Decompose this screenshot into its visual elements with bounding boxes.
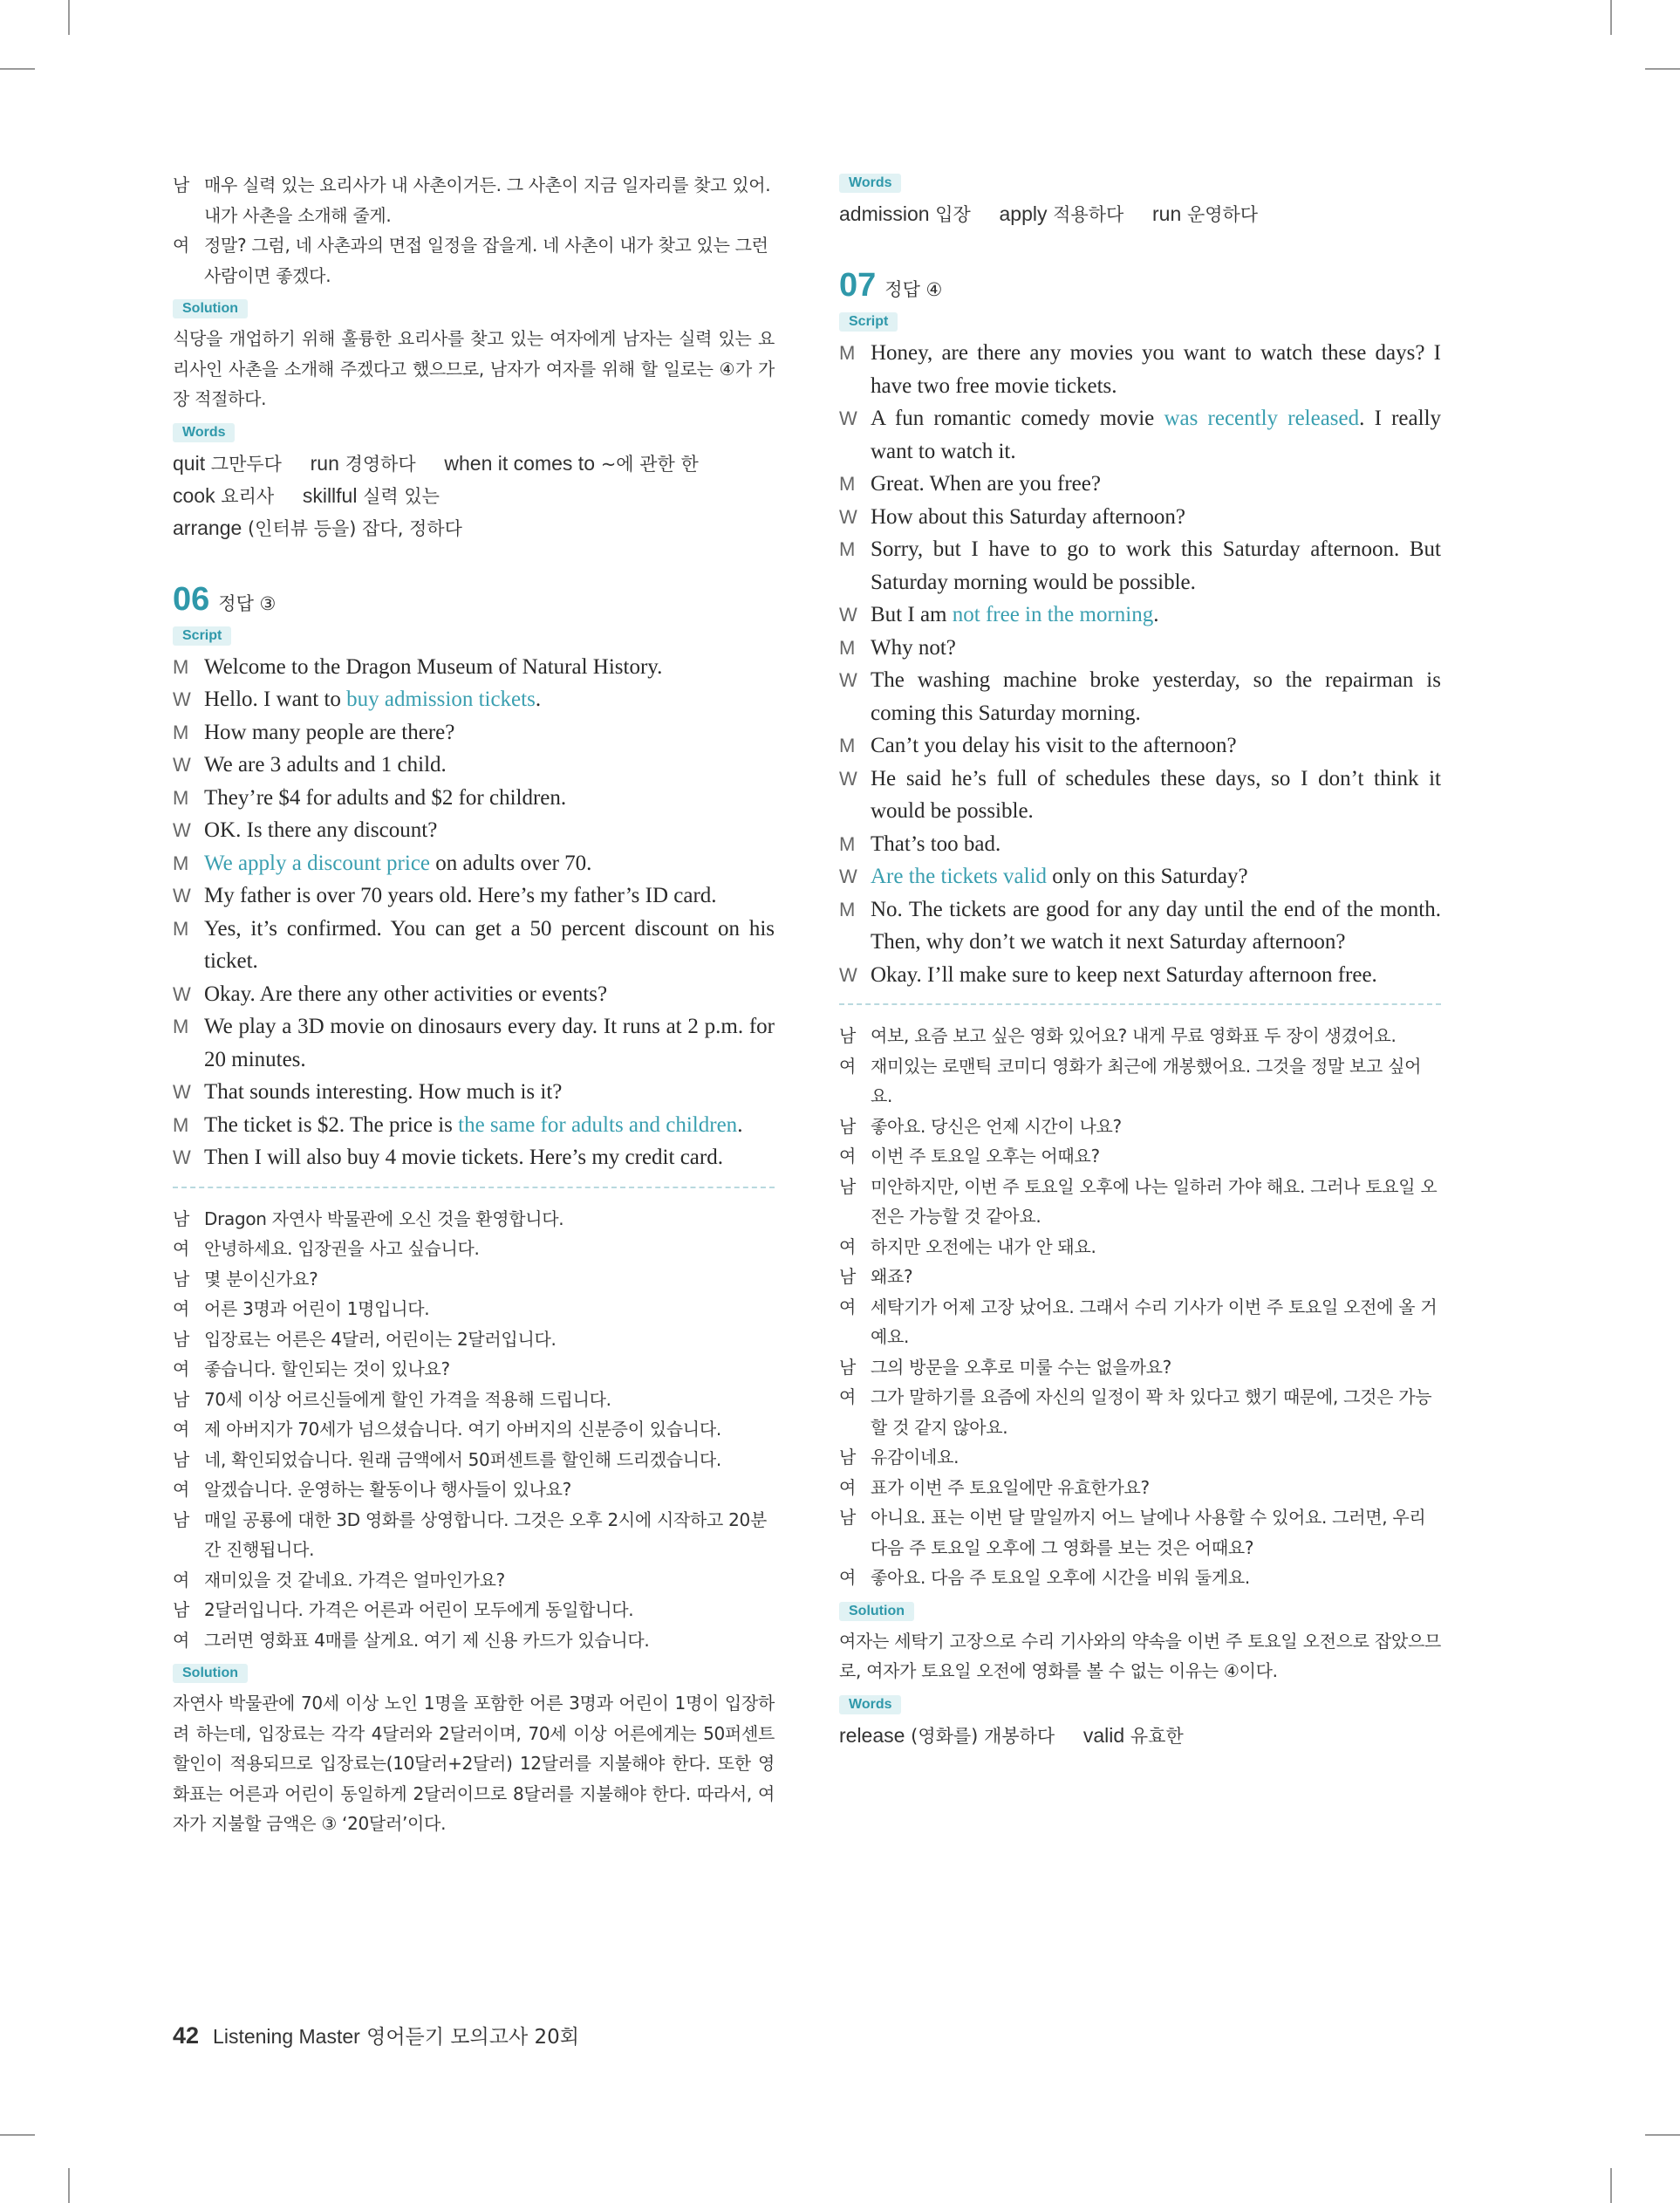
script-text (204, 753, 447, 777)
script-line (839, 501, 1441, 534)
crop-mark (1610, 2168, 1612, 2203)
translation-line (173, 1264, 775, 1295)
script-segment: on adults over 70. (430, 851, 592, 875)
script-text (871, 603, 1159, 626)
script-segment: Sorry, but I have to go to work this Saturday afternoon. But Saturday morning would be possible. (871, 537, 1441, 594)
translation-text: 여보, 요즘 보고 싶은 영화 있어요? 내게 무료 영화표 두 장이 생겼어요. (871, 1025, 1397, 1046)
words-badge: Words (839, 174, 901, 193)
script-segment: . (535, 688, 542, 711)
vocab-item (444, 451, 699, 475)
translation-line (173, 1204, 775, 1235)
script-line (839, 763, 1441, 828)
crop-mark (68, 2168, 70, 2203)
translation-text: 제 아버지가 70세가 넘으셨습니다. 여기 아버지의 신분증이 있습니다. (204, 1419, 721, 1440)
translation-text: 아니요. 표는 이번 달 말일까지 어느 날에나 사용할 수 있어요. 그러면, 우리 다음 주 토요일 오후에 그 영화를 보는 것은 어때요? (871, 1507, 1426, 1558)
words-badge: Words (839, 1695, 901, 1714)
translation-text: 매일 공룡에 대한 3D 영화를 상영합니다. 그것은 오후 2시에 시작하고 20분간 진행됩니다. (204, 1509, 767, 1560)
translation-text: 그의 방문을 오후로 미룰 수는 없을까요? (871, 1356, 1171, 1378)
speaker-label: 여 (839, 1476, 857, 1498)
translation-line (173, 1565, 775, 1596)
vocab-korean: 운영하다 (1186, 204, 1259, 225)
translation-line (839, 1021, 1441, 1051)
script-line (173, 879, 775, 913)
script-text (204, 1113, 742, 1137)
script-text (204, 1146, 723, 1169)
script-text (871, 767, 1441, 824)
translation-text: 그가 말하기를 요즘에 자신의 일정이 꽉 차 있다고 했기 때문에, 그것은 가능할 것 같지 않아요. (871, 1386, 1432, 1438)
script-line (173, 749, 775, 782)
translation-text: 70세 이상 어르신들에게 할인 가격을 적용해 드립니다. (204, 1388, 611, 1410)
speaker-label: W (173, 885, 191, 907)
translation-line (839, 1172, 1441, 1232)
speaker-label: 여 (173, 1358, 190, 1379)
translation-text: 미안하지만, 이번 주 토요일 오후에 나는 일하러 가야 해요. 그러나 토요일 오전은 가능할 것 같아요. (871, 1175, 1438, 1227)
script-line (839, 828, 1441, 861)
speaker-label: W (839, 767, 857, 790)
script-line (839, 893, 1441, 959)
translation-line (173, 1505, 775, 1565)
translation-text: 재미있을 것 같네요. 가격은 얼마인가요? (204, 1569, 505, 1591)
vocab-item (173, 518, 462, 539)
speaker-label: M (839, 898, 856, 920)
speaker-label: W (839, 865, 857, 887)
script-line (173, 978, 775, 1011)
crop-mark (1645, 2134, 1680, 2136)
speaker-label: M (173, 1113, 189, 1136)
translation-text: 어른 3명과 어린이 1명입니다. (204, 1298, 430, 1319)
key-phrase: buy admission tickets (346, 688, 536, 711)
translation-text: 왜죠? (871, 1266, 913, 1287)
speaker-label: 남 (839, 1507, 857, 1528)
script-text (204, 688, 541, 711)
script-segment: Hello. I want to (204, 688, 347, 711)
speaker-label: M (839, 735, 856, 756)
speaker-label: W (173, 819, 191, 841)
translation-text: 좋습니다. 할인되는 것이 있나요? (204, 1358, 450, 1379)
speaker-label: M (173, 917, 189, 940)
script-text (871, 668, 1441, 725)
vocab-english: skillful (302, 483, 358, 507)
translation-line (173, 1414, 775, 1445)
script-text (204, 818, 437, 842)
translation-line (839, 1442, 1441, 1473)
translation-line (839, 1502, 1441, 1563)
translation-line (839, 1292, 1441, 1352)
script-segment: My father is over 70 years old. Here’s my father’s ID card. (204, 884, 717, 907)
script-line (173, 1076, 775, 1109)
solution-badge: Solution (839, 1602, 914, 1621)
speaker-label: 남 (839, 1266, 857, 1287)
speaker-label: M (173, 655, 189, 678)
script-segment: . (737, 1112, 743, 1137)
speaker-label: M (839, 538, 856, 560)
speaker-label: M (839, 832, 856, 855)
vocab-korean: (인터뷰 등을) 잡다, 정하다 (247, 517, 462, 539)
script-line (173, 683, 775, 716)
translation-line (839, 1262, 1441, 1292)
question-number: 07 (839, 267, 877, 304)
speaker-label: 여 (839, 1055, 857, 1077)
speaker-label: M (839, 342, 856, 364)
script-line (839, 337, 1441, 402)
key-phrase: Are the tickets valid (871, 865, 1048, 888)
speaker-label: W (173, 982, 191, 1005)
speaker-label: M (839, 473, 856, 495)
solution-badge: Solution (173, 299, 248, 318)
q07-header (839, 267, 1441, 312)
crop-mark (1645, 68, 1680, 70)
script-text (871, 898, 1441, 954)
vocab-english: quit (173, 451, 206, 475)
translation-text: 2달러입니다. 가격은 어른과 어린이 모두에게 동일합니다. (204, 1599, 634, 1620)
vocab-english: run (310, 451, 339, 475)
translation-text: 입장료는 어른은 4달러, 어린이는 2달러입니다. (204, 1328, 557, 1350)
speaker-label: 남 (839, 1025, 857, 1046)
script-text (204, 1080, 562, 1104)
translation-line (173, 1234, 775, 1264)
crop-mark (68, 0, 70, 35)
crop-mark (0, 2134, 35, 2136)
script-text (204, 852, 591, 875)
vocab-item (839, 204, 971, 225)
translation-text: Dragon 자연사 박물관에 오신 것을 환영합니다. (204, 1208, 564, 1229)
speaker-label: W (839, 669, 857, 691)
script-line (173, 651, 775, 684)
speaker-label: 여 (839, 1386, 857, 1407)
translation-text: 매우 실력 있는 요리사가 내 사촌이거든. 그 사촌이 지금 일자리를 찾고 있어. 내가 사촌을 소개해 줄게. (204, 174, 771, 226)
script-line (839, 468, 1441, 501)
speaker-label: M (173, 721, 189, 743)
script-segment: How about this Saturday afternoon? (871, 504, 1186, 529)
speaker-label: 여 (173, 235, 190, 256)
vocab-item (1082, 1723, 1184, 1747)
translation-text: 그러면 영화표 4매를 살게요. 여기 제 신용 카드가 있습니다. (204, 1629, 650, 1651)
translation-line (839, 1563, 1441, 1593)
translation-text: 이번 주 토요일 오후는 어때요? (871, 1146, 1100, 1166)
script-line (173, 1010, 775, 1076)
vocab-english: admission (839, 202, 930, 225)
script-text (871, 865, 1248, 888)
book-subtitle: 영어듣기 모의고사 20회 (366, 2026, 579, 2049)
script-segment: That sounds interesting. How much is it? (204, 1080, 563, 1104)
speaker-label: M (173, 1016, 189, 1037)
vocab-korean: 실력 있는 (363, 485, 440, 507)
question-number: 06 (173, 580, 210, 618)
speaker-label: 남 (173, 1388, 190, 1410)
script-text (204, 786, 566, 810)
script-line (173, 1109, 775, 1142)
crop-mark (0, 68, 35, 70)
script-line (839, 959, 1441, 992)
vocab-item (1000, 204, 1124, 225)
script-text (871, 963, 1377, 987)
q05-translation (173, 170, 775, 291)
key-phrase: not free in the morning (952, 603, 1154, 626)
script-segment: . (1153, 603, 1159, 626)
vocab-item (173, 483, 275, 507)
crop-mark (1610, 0, 1612, 35)
q05-words (173, 448, 775, 544)
vocab-english: when it comes to (444, 451, 595, 475)
q07-words (839, 1720, 1441, 1752)
speaker-label: W (173, 754, 191, 776)
script-segment: only on this Saturday? (1047, 865, 1248, 888)
key-phrase: We apply a discount price (204, 851, 431, 875)
script-line (839, 402, 1441, 468)
speaker-label: W (839, 407, 857, 429)
q07-solution-text: 여자는 세탁기 고장으로 수리 기사와의 약속을 이번 주 토요일 오전으로 잡았으므로, 여자가 토요일 오전에 영화를 볼 수 없는 이유는 ④이다. (839, 1630, 1441, 1681)
answer-label: 정답 ④ (884, 279, 943, 300)
q07-translation (839, 1021, 1441, 1593)
vocab-korean: (영화를) 개봉하다 (911, 1725, 1055, 1747)
speaker-label: 여 (173, 1629, 190, 1651)
script-segment: OK. Is there any discount? (204, 818, 438, 842)
speaker-label: 여 (839, 1296, 857, 1317)
translation-line (839, 1352, 1441, 1383)
vocab-korean: 적용하다 (1053, 204, 1124, 225)
vocab-korean: 요리사 (221, 485, 275, 507)
script-line (839, 632, 1441, 665)
script-text (204, 982, 607, 1006)
speaker-label: 여 (173, 1419, 190, 1440)
script-line (839, 729, 1441, 763)
translation-line (173, 1474, 775, 1505)
speaker-label: M (839, 636, 856, 659)
script-line (173, 847, 775, 880)
vocab-korean: 그만두다 (210, 453, 282, 475)
vocab-korean: 입장 (935, 204, 971, 225)
q06-header (173, 581, 775, 626)
script-segment: Honey, are there any movies you want to watch these days? I have two free movie tickets. (871, 341, 1441, 398)
vocab-english: valid (1082, 1723, 1125, 1747)
translation-text: 유감이네요. (871, 1447, 960, 1468)
vocab-item (302, 483, 440, 507)
script-text (871, 472, 1101, 496)
page-number: 42 (173, 2022, 200, 2049)
speaker-label: 남 (173, 1599, 190, 1620)
translation-text: 알겠습니다. 운영하는 활동이나 행사들이 있나요? (204, 1479, 572, 1500)
speaker-label: 남 (173, 1509, 190, 1530)
speaker-label: M (173, 786, 189, 809)
speaker-label: W (839, 604, 857, 626)
speaker-label: 남 (839, 1356, 857, 1378)
speaker-label: 남 (839, 1175, 857, 1197)
translation-line (173, 170, 775, 230)
speaker-label: W (173, 1146, 191, 1168)
translation-text: 좋아요. 다음 주 토요일 오후에 시간을 비워 둘게요. (871, 1567, 1250, 1588)
script-line (173, 716, 775, 749)
translation-line (173, 1385, 775, 1415)
key-phrase: was recently released (1164, 407, 1360, 430)
speaker-label: 남 (839, 1115, 857, 1137)
translation-line (839, 1382, 1441, 1442)
vocab-english: cook (173, 483, 215, 507)
script-text (204, 655, 662, 679)
words-badge: Words (173, 423, 235, 442)
translation-text: 정말? 그럼, 네 사촌과의 면접 일정을 잡을게. 네 사촌이 내가 찾고 있는 그런 사람이면 좋겠다. (204, 235, 768, 286)
translation-text: 네, 확인되었습니다. 원래 금액에서 50퍼센트를 할인해 드리겠습니다. (204, 1448, 721, 1470)
script-text (204, 884, 717, 907)
speaker-label: 남 (173, 1208, 190, 1229)
vocab-item (310, 451, 416, 475)
translation-line (173, 1625, 775, 1656)
translation-text: 표가 이번 주 토요일에만 유효한가요? (871, 1476, 1150, 1498)
speaker-label: 남 (173, 174, 190, 195)
script-segment: Welcome to the Dragon Museum of Natural History. (204, 654, 663, 679)
speaker-label: 남 (173, 1328, 190, 1350)
vocab-korean: 유효한 (1130, 1725, 1184, 1747)
translation-line (173, 1324, 775, 1355)
script-line (839, 860, 1441, 893)
translation-text: 몇 분이신가요? (204, 1268, 318, 1290)
q06-solution-text: 자연사 박물관에 70세 이상 노인 1명을 포함한 어른 3명과 어린이 1명이 입장하려 하는데, 입장료는 각각 4달러와 2달러이며, 70세 이상 어른에게는 50퍼센트 할인이 적용되므로 입장료는(10달러+2달러) 12달러를 지불해야 한다. 또한 영화표는 어른과 어린이 동일하게 2달러이므로 8달러를 지불해야 한다. 따라서, 여자가 지불할 금액은 ③ ‘20달러’이다. (173, 1693, 775, 1834)
divider (839, 1003, 1441, 1005)
q06-translation (173, 1204, 775, 1656)
speaker-label: 여 (839, 1567, 857, 1588)
speaker-label: 남 (839, 1447, 857, 1468)
script-line (839, 599, 1441, 632)
script-badge: Script (173, 626, 231, 646)
script-line (173, 1141, 775, 1174)
script-text (871, 505, 1185, 529)
script-line (173, 913, 775, 978)
speaker-label: 남 (173, 1268, 190, 1290)
translation-line (173, 1595, 775, 1625)
script-segment: A fun romantic comedy movie (871, 407, 1164, 430)
speaker-label: M (173, 852, 189, 874)
translation-text: 재미있는 로맨틱 코미디 영화가 최근에 개봉했어요. 그것을 정말 보고 싶어요. (871, 1055, 1422, 1106)
speaker-label: 여 (173, 1569, 190, 1591)
script-segment: They’re $4 for adults and $2 for children. (204, 785, 567, 810)
vocab-english: release (839, 1723, 905, 1747)
translation-line (173, 230, 775, 291)
vocab-item (173, 451, 282, 475)
script-segment: Yes, it’s confirmed. You can get a 50 percent discount on his ticket. (204, 916, 775, 973)
script-text (871, 832, 1000, 856)
script-segment: Okay. I’ll make sure to keep next Saturday afternoon free. (871, 962, 1377, 987)
translation-line (839, 1141, 1441, 1172)
key-phrase: the same for adults and children (458, 1112, 738, 1137)
script-segment: Okay. Are there any other activities or events? (204, 982, 608, 1006)
vocab-korean: ~에 관한 한 (600, 453, 699, 475)
divider (173, 1187, 775, 1188)
speaker-label: 여 (173, 1479, 190, 1500)
translation-text: 안녕하세요. 입장권을 사고 싶습니다. (204, 1238, 480, 1259)
solution-badge: Solution (173, 1664, 248, 1683)
translation-line (173, 1294, 775, 1324)
vocab-english: arrange (173, 516, 242, 539)
script-text (871, 341, 1441, 398)
speaker-label: 여 (173, 1298, 190, 1319)
script-line (839, 533, 1441, 599)
script-segment: No. The tickets are good for any day until the end of the month. Then, why don’t we watch it next Saturday afternoon? (871, 897, 1441, 954)
script-text (204, 721, 454, 744)
script-segment: He said he’s full of schedules these days, so I don’t think it would be possible. (871, 766, 1441, 823)
translation-line (173, 1445, 775, 1475)
vocab-item (839, 1723, 1055, 1747)
translation-text: 하지만 오전에는 내가 안 돼요. (871, 1235, 1096, 1257)
script-text (871, 407, 1441, 463)
script-segment: . I really want to watch it. (871, 407, 1442, 463)
script-line (173, 782, 775, 815)
script-segment: Great. When are you free? (871, 472, 1101, 496)
translation-text: 좋아요. 당신은 언제 시간이 나요? (871, 1115, 1122, 1137)
script-segment: That’s too bad. (871, 831, 1001, 856)
speaker-label: W (839, 963, 857, 986)
script-segment: How many people are there? (204, 720, 455, 744)
script-segment: But I am (871, 603, 953, 626)
translation-line (839, 1473, 1441, 1503)
left-column (173, 170, 775, 1839)
script-text (871, 636, 956, 660)
vocab-item (1152, 204, 1258, 225)
speaker-label: W (173, 688, 191, 710)
script-segment: The washing machine broke yesterday, so the repairman is coming this Saturday morning. (871, 668, 1441, 725)
script-badge: Script (839, 312, 898, 332)
translation-text: 세탁기가 어제 고장 났어요. 그래서 수리 기사가 이번 주 토요일 오전에 올 거예요. (871, 1296, 1438, 1347)
speaker-label: W (173, 1081, 191, 1103)
vocab-korean: 경영하다 (345, 453, 416, 475)
speaker-label: W (839, 505, 857, 528)
speaker-label: 남 (173, 1448, 190, 1470)
q06-script (173, 651, 775, 1174)
translation-line (173, 1354, 775, 1385)
script-segment: Then I will also buy 4 movie tickets. Here’s my credit card. (204, 1146, 723, 1169)
right-column (839, 170, 1441, 1752)
script-line (839, 664, 1441, 729)
translation-line (839, 1051, 1441, 1112)
q07-script (839, 337, 1441, 991)
script-text (204, 1015, 775, 1071)
script-text (871, 537, 1441, 594)
vocab-english: apply (999, 202, 1048, 225)
speaker-label: 여 (173, 1238, 190, 1259)
q06-words (839, 198, 1441, 230)
vocab-english: run (1152, 202, 1182, 225)
book-title: Listening Master (213, 2025, 360, 2048)
script-segment: Can’t you delay his visit to the afternoon? (871, 734, 1237, 757)
script-line (173, 814, 775, 847)
script-segment: We play a 3D movie on dinosaurs every day. It runs at 2 p.m. for 20 minutes. (204, 1015, 775, 1071)
translation-line (839, 1232, 1441, 1262)
script-segment: Why not? (871, 635, 956, 660)
translation-line (839, 1112, 1441, 1142)
script-text (871, 734, 1237, 757)
answer-label: 정답 ③ (218, 592, 277, 614)
script-text (204, 917, 775, 974)
script-segment: We are 3 adults and 1 child. (204, 753, 447, 777)
speaker-label: 여 (839, 1146, 857, 1166)
page-footer (173, 2021, 579, 2049)
speaker-label: 여 (839, 1235, 857, 1257)
q05-solution-text: 식당을 개업하기 위해 훌륭한 요리사를 찾고 있는 여자에게 남자는 실력 있는 요리사인 사촌을 소개해 주겠다고 했으므로, 남자가 여자를 위해 할 일로는 ④가 가장 적절하다. (173, 328, 775, 409)
script-segment: The ticket is $2. The price is (204, 1112, 459, 1137)
